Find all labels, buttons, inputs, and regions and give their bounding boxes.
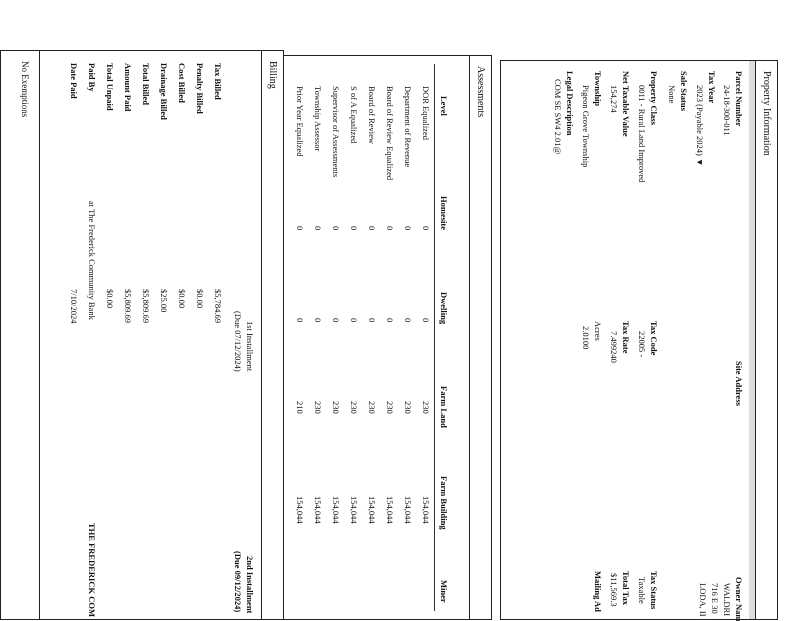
- assess-homesite: 0: [349, 226, 359, 231]
- billing-row-label: Total Billed: [141, 63, 151, 105]
- billing-row-label: Cost Billed: [177, 63, 187, 103]
- assess-farm-building: 154,044: [295, 496, 305, 524]
- exemptions-panel: [0, 50, 40, 620]
- billing-row-label: Date Paid: [69, 63, 79, 99]
- assessments-header-rule: [434, 64, 435, 611]
- assess-homesite: 0: [421, 226, 431, 231]
- assess-farm-building: 154,044: [331, 496, 341, 524]
- billing-row-inst1: $25.00: [159, 289, 169, 313]
- assess-dwelling: 0: [367, 318, 377, 323]
- acres-label: Acres: [593, 321, 603, 341]
- assess-dwelling: 0: [313, 318, 323, 323]
- assess-dwelling: 0: [403, 318, 413, 323]
- assess-farm-land: 230: [403, 401, 413, 414]
- parcel-number-value: 24-18-300-011: [722, 85, 732, 136]
- installment-1-title: 1st Installment: [245, 321, 255, 372]
- assess-farm-land: 230: [421, 401, 431, 414]
- property-class-value: 0011 - Rural Land Improved: [637, 85, 647, 183]
- assess-level: DOR Equalized: [421, 86, 431, 141]
- tax-year-text: 2023 (Payable 2024): [695, 85, 705, 156]
- assess-homesite: 0: [331, 226, 341, 231]
- site-address-label: Site Address: [734, 361, 744, 406]
- billing-row-label: Drainage Billed: [159, 63, 169, 120]
- billing-panel: [21, 50, 284, 620]
- owner-name-label: Owner Nam: [734, 577, 744, 621]
- tax-status-value: Taxable: [637, 577, 647, 604]
- total-tax-value: $11,569.3: [609, 573, 619, 607]
- assess-homesite: 0: [295, 226, 305, 231]
- assess-farm-land: 230: [313, 401, 323, 414]
- property-information-panel: [500, 60, 778, 620]
- assess-level: Township Assessor: [313, 86, 323, 152]
- acres-value: 2.0100: [581, 326, 591, 350]
- billing-row-inst1: $5,809.69: [141, 289, 151, 323]
- billing-row-inst1: $5,809.69: [123, 289, 133, 323]
- tax-year-value[interactable]: [694, 85, 705, 166]
- billing-row-inst1: $5,784.69: [213, 289, 223, 323]
- billing-row-inst2: THE FREDERICK COM: [87, 523, 97, 617]
- billing-row-inst1: $0.00: [177, 289, 187, 309]
- billing-row-label: Amount Paid: [123, 63, 133, 112]
- assess-farm-land: 230: [367, 401, 377, 414]
- assess-level: Prior Year Equalized: [295, 86, 305, 157]
- assess-farm-land: 230: [385, 401, 395, 414]
- mailing-address-label: Mailing Ad: [593, 571, 603, 612]
- billing-row-label: Tax Billed: [213, 63, 223, 100]
- assess-farm-building: 154,044: [349, 496, 359, 524]
- assess-farm-land: 210: [295, 401, 305, 414]
- assess-farm-building: 154,044: [403, 496, 413, 524]
- assess-homesite: 0: [403, 226, 413, 231]
- installment-2-title: 2nd Installment: [245, 556, 255, 614]
- assess-homesite: 0: [313, 226, 323, 231]
- assess-farm-land: 230: [349, 401, 359, 414]
- assess-dwelling: 0: [385, 318, 395, 323]
- tax-status-label: Tax Status: [649, 571, 659, 610]
- owner-line1: WALDRI: [722, 583, 732, 617]
- assess-homesite: 0: [385, 226, 395, 231]
- billing-row-inst1: 7/10/2024: [69, 289, 79, 324]
- assess-farm-building: 154,044: [385, 496, 395, 524]
- owner-line2: 716 E 30: [710, 583, 720, 614]
- parcel-number-label: Parcel Number: [734, 71, 744, 127]
- installment-1-due: (Due 07/12/2024): [233, 311, 243, 372]
- billing-header: Billing: [261, 51, 283, 619]
- col-dwelling: Dwelling: [439, 292, 449, 325]
- assess-homesite: 0: [367, 226, 377, 231]
- tax-year-label: Tax Year: [707, 71, 717, 104]
- col-homesite: Homesite: [439, 196, 449, 230]
- sale-status-value: None: [667, 85, 677, 104]
- assessments-panel: [252, 55, 492, 620]
- assess-level: S of A Equalized: [349, 86, 359, 144]
- assessments-header: Assessments: [469, 56, 491, 619]
- township-label: Township: [593, 71, 603, 107]
- legal-description-value: COM SE SW4 2.01@: [553, 79, 563, 155]
- header-shade: [749, 61, 755, 619]
- assess-dwelling: 0: [295, 318, 305, 323]
- assess-dwelling: 0: [349, 318, 359, 323]
- assess-farm-building: 154,044: [367, 496, 377, 524]
- assess-dwelling: 0: [331, 318, 341, 323]
- assess-level: Department of Revenue: [403, 86, 413, 168]
- net-taxable-label: Net Taxable Value: [621, 71, 631, 137]
- assess-farm-building: 154,044: [421, 496, 431, 524]
- legal-description-label: Legal Description: [565, 71, 575, 136]
- assess-dwelling: 0: [421, 318, 431, 323]
- billing-row-inst1: $0.00: [195, 289, 205, 309]
- sale-status-label: Sale Status: [679, 71, 689, 111]
- installment-2-due: (Due 09/12/2024): [233, 551, 243, 613]
- township-value: Pigeon Grove Township: [581, 85, 591, 168]
- billing-row-inst1: at The Frederick Community Bank: [87, 201, 97, 320]
- property-information-header: Property Information: [755, 61, 777, 619]
- col-level: Level: [439, 96, 449, 116]
- assess-level: Board of Review: [367, 86, 377, 145]
- billing-row-label: Total Unpaid: [105, 63, 115, 111]
- billing-row-label: Paid By: [87, 63, 97, 92]
- property-class-label: Property Class: [649, 71, 659, 125]
- billing-row-inst1: $0.00: [105, 289, 115, 309]
- assess-farm-building: 154,044: [313, 496, 323, 524]
- assess-level: Supervisor of Assessments: [331, 86, 341, 178]
- net-taxable-value: 154,274: [609, 85, 619, 113]
- col-farm-building: Farm Building: [439, 476, 449, 530]
- assess-farm-land: 230: [331, 401, 341, 414]
- total-tax-label: Total Tax: [621, 571, 631, 605]
- billing-row-label: Penalty Billed: [195, 63, 205, 114]
- assess-level: Board of Review Equalized: [385, 86, 395, 181]
- tax-rate-value: 7.499240: [609, 331, 619, 363]
- tax-rate-label: Tax Rate: [621, 321, 631, 354]
- col-miner: Miner: [439, 580, 449, 603]
- owner-line3: LODA, II: [698, 583, 708, 617]
- chevron-down-icon: ▼: [695, 157, 705, 167]
- tax-code-value: 22005 -: [637, 331, 647, 358]
- tax-code-label: Tax Code: [649, 321, 659, 356]
- col-farm-land: Farm Land: [439, 386, 449, 428]
- no-exemptions-text: No Exemptions: [20, 61, 30, 118]
